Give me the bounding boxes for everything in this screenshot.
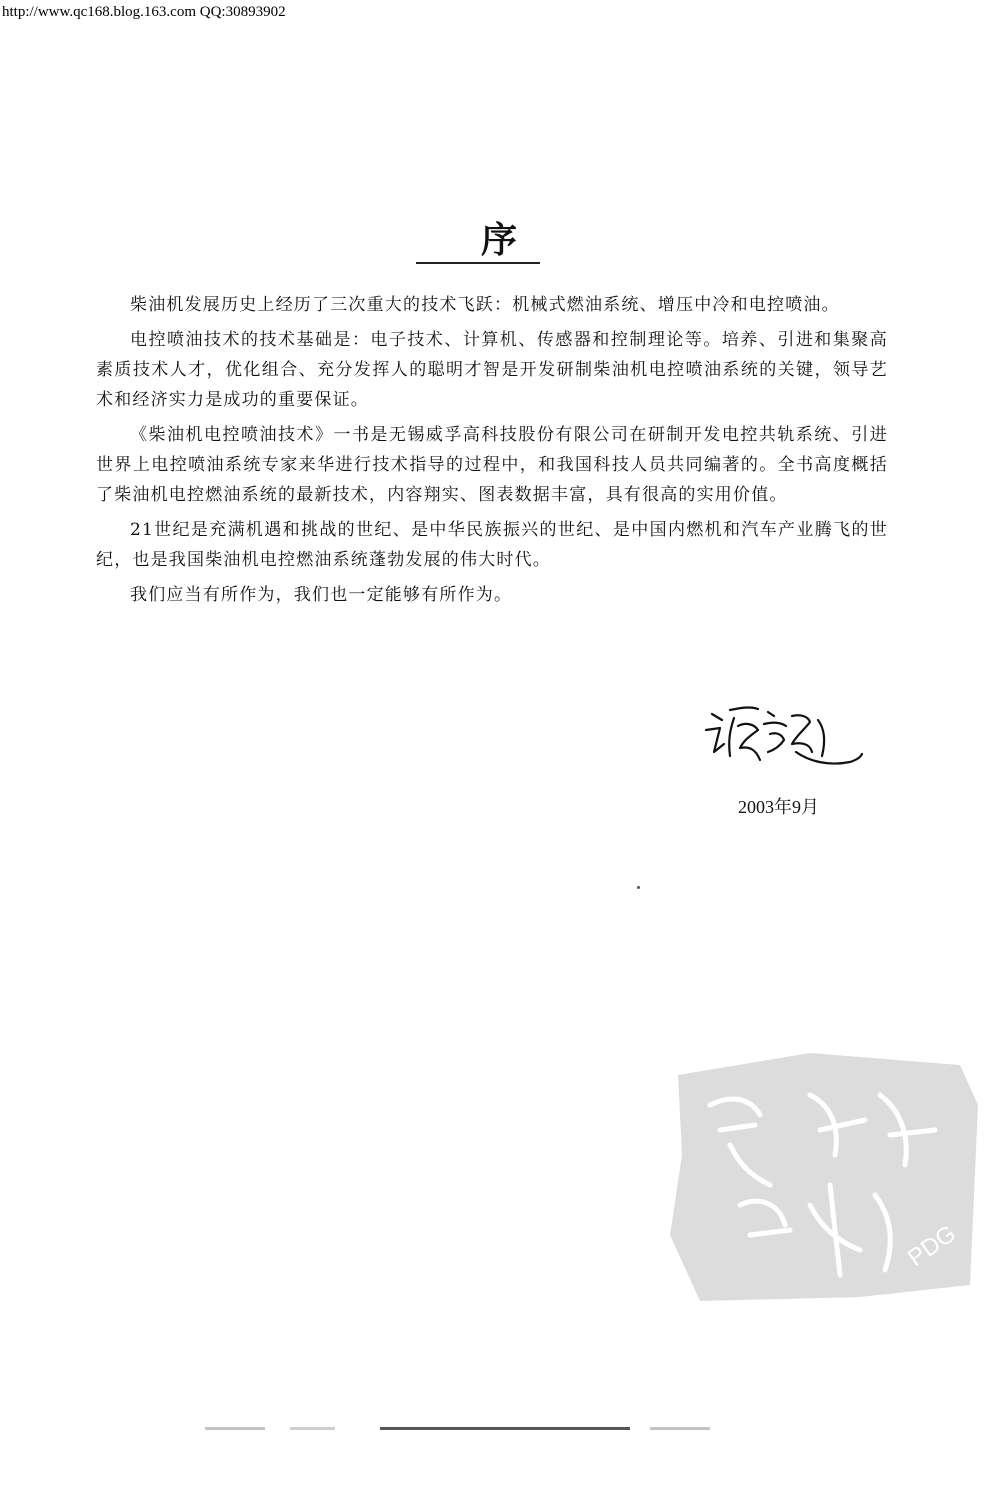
- paragraph-4: 21世纪是充满机遇和挑战的世纪、是中华民族振兴的世纪、是中国内燃机和汽车产业腾飞的世纪，也是我国柴油机电控燃油系统蓬勃发展的伟大时代。: [96, 520, 888, 570]
- header-url-line: http://www.qc168.blog.163.com QQ:30893902: [2, 4, 286, 20]
- scan-edge-line: [380, 1427, 630, 1430]
- paragraph-2: 电控喷油技术的技术基础是：电子技术、计算机、传感器和控制理论等。培养、引进和集聚高素质技术人才，优化组合、充分发挥人的聪明才智是开发研制柴油机电控喷油系统的关键，领导艺术和经济实力是成功的重要保证。: [96, 330, 888, 410]
- scan-edge-line: [290, 1427, 335, 1430]
- paragraph-3: 《柴油机电控喷油技术》一书是无锡威孚高科技股份有限公司在研制开发电控共轨系统、引进世界上电控喷油系统专家来华进行技术指导的过程中，和我国科技人员共同编著的。全书高度概括了柴油机电控燃油系统的最新技术，内容翔实、图表数据丰富，具有很高的实用价值。: [96, 425, 888, 505]
- paragraph-5: 我们应当有所作为，我们也一定能够有所作为。: [130, 585, 513, 605]
- scan-speck: [637, 886, 640, 889]
- scan-edge-line: [650, 1427, 710, 1430]
- scan-edge-line: [205, 1427, 265, 1430]
- preface-date: 2003年9月: [738, 797, 819, 817]
- preface-body: [96, 290, 888, 615]
- handwritten-signature: [700, 700, 865, 775]
- paragraph-1: 柴油机发展历史上经历了三次重大的技术飞跃：机械式燃油系统、增压中冷和电控喷油。: [130, 295, 840, 315]
- preface-title: 序: [480, 219, 519, 261]
- pdg-watermark-seal: [660, 1035, 990, 1315]
- title-underline: [416, 262, 540, 264]
- watermark-label: PDG: [902, 1219, 962, 1272]
